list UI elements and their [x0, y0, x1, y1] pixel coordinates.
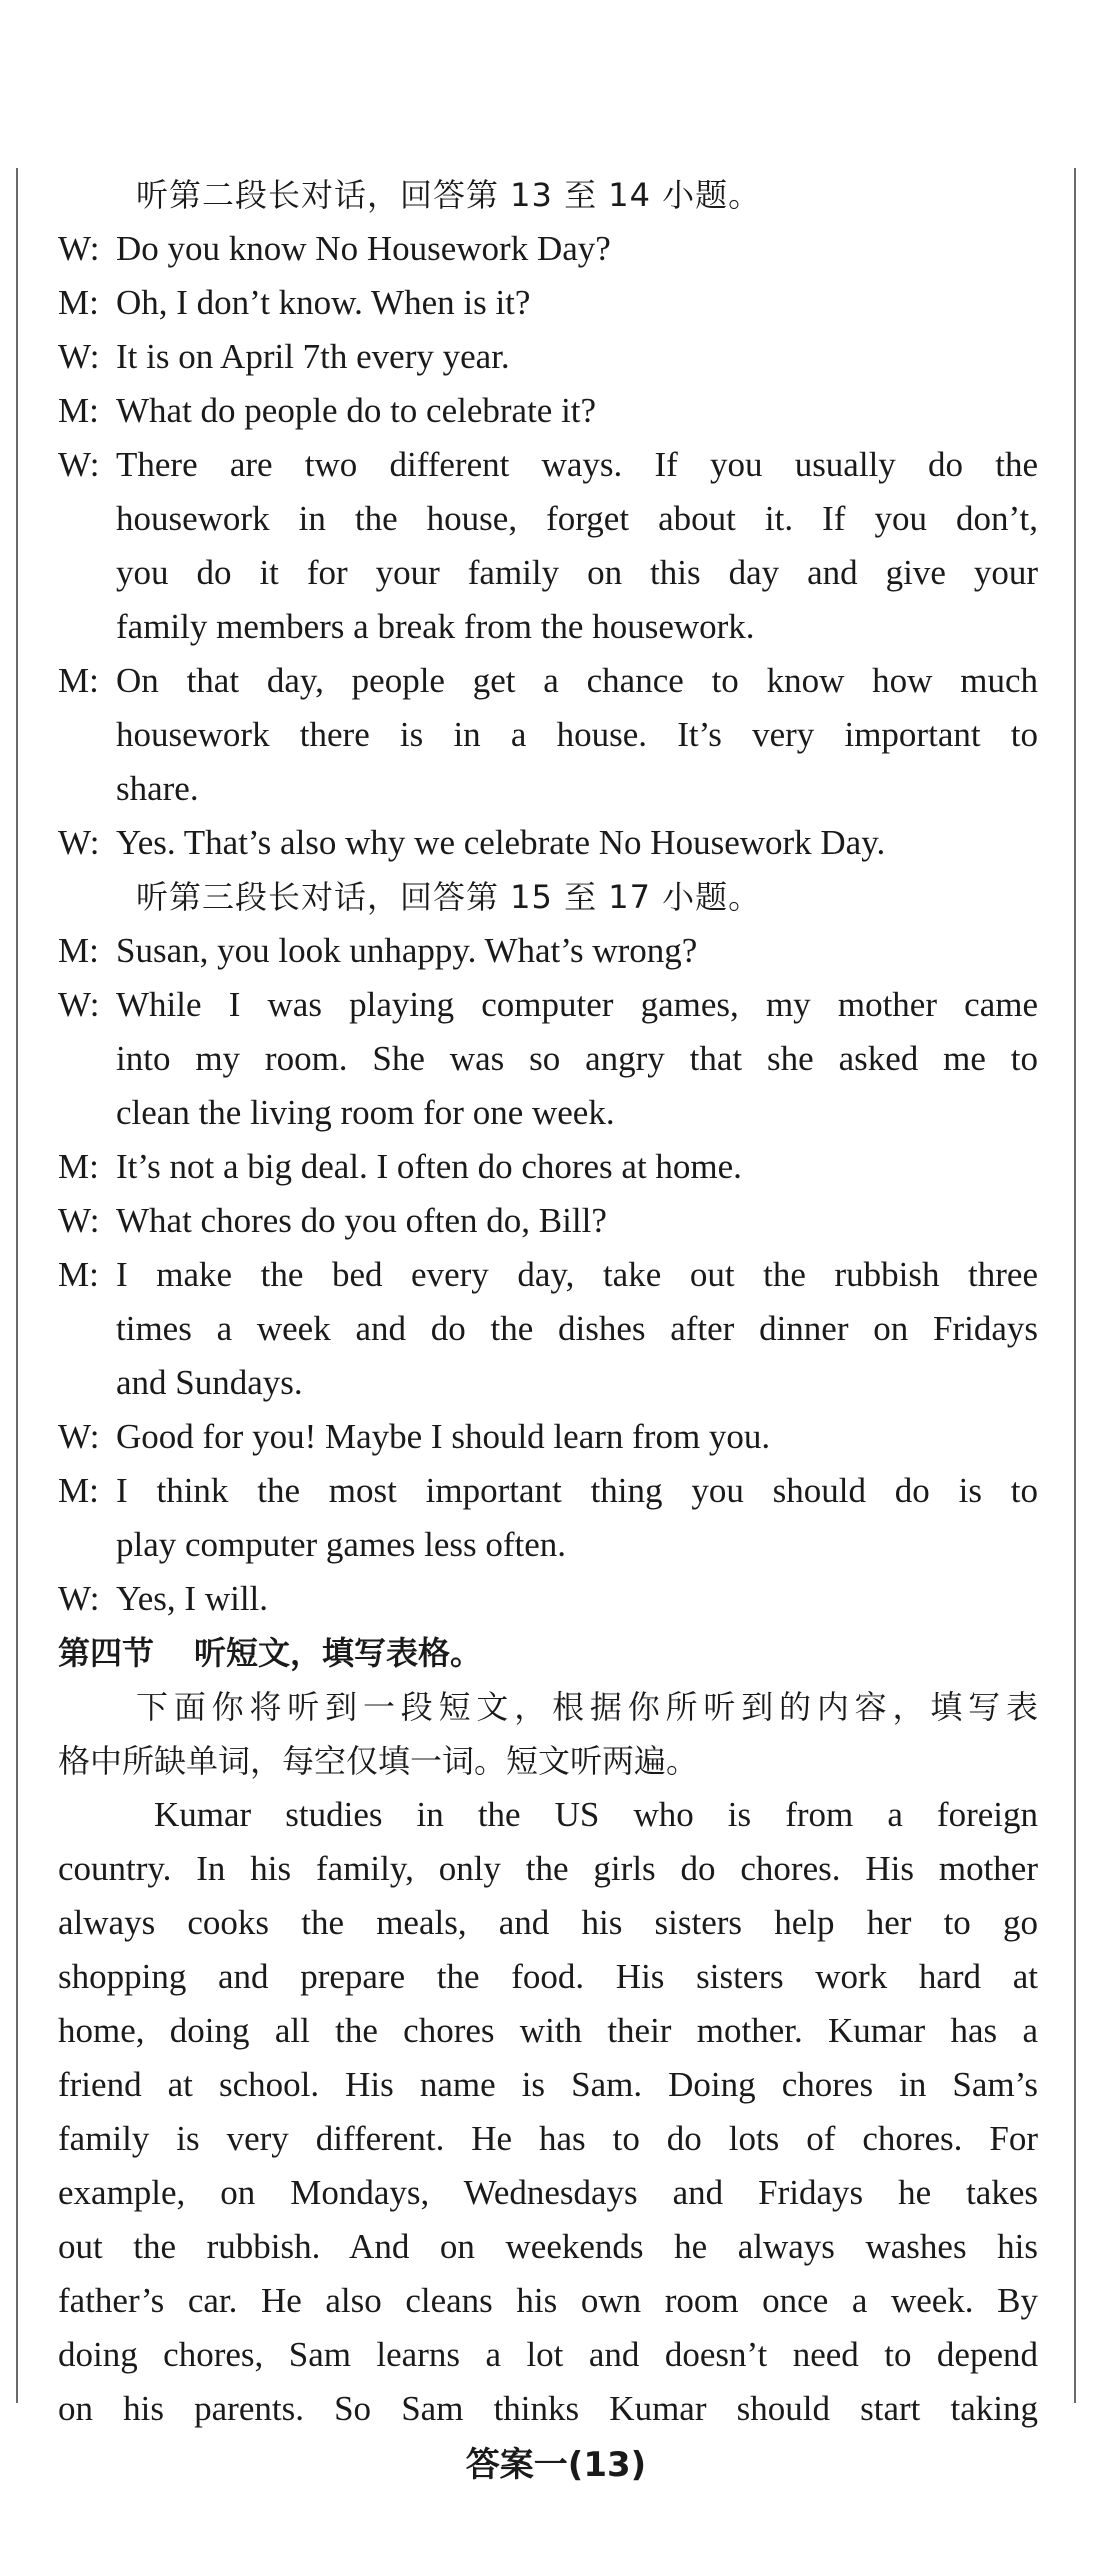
dialogue2-turns	[58, 222, 1038, 870]
passage-line: home, doing all the chores with their mother. Kumar has a	[58, 2011, 1038, 2050]
dialogue-line: into my room. She was so angry that she asked me to	[116, 1039, 1038, 1078]
speaker-label: W:	[58, 337, 100, 376]
section4-passage	[58, 1788, 1038, 2436]
speaker-label: W:	[58, 1201, 100, 1240]
dialogue-turn	[58, 1140, 1038, 1194]
dialogue-line: you do it for your family on this day and give your	[116, 553, 1038, 592]
passage-line: example, on Mondays, Wednesdays and Fridays he takes	[58, 2173, 1038, 2212]
speaker-label: W:	[58, 445, 100, 484]
instruction-line: 下面你将听到一段短文，根据你所听到的内容，填写表	[136, 1688, 1038, 1726]
passage-line: father’s car. He also cleans his own room once a week. By	[58, 2281, 1038, 2320]
left-margin-rule	[16, 168, 18, 2403]
dialogue-line: On that day, people get a chance to know how much	[116, 661, 1038, 700]
dialogue-line: It’s not a big deal. I often do chores at home.	[116, 1147, 742, 1186]
dialogue-turn	[58, 1572, 1038, 1626]
dialogue-turn	[58, 978, 1038, 1140]
instruction-line: 格中所缺单词，每空仅填一词。短文听两遍。	[58, 1742, 699, 1780]
dialogue-line: Do you know No Housework Day?	[116, 229, 611, 268]
dialogue-turn	[58, 276, 1038, 330]
speaker-label: W:	[58, 985, 100, 1024]
speaker-label: M:	[58, 931, 99, 970]
dialogue3-turns	[58, 924, 1038, 1626]
dialogue-line: I make the bed every day, take out the rubbish three	[116, 1255, 1038, 1294]
dialogue-line: Yes. That’s also why we celebrate No Housework Day.	[116, 823, 886, 862]
dialogue-line: family members a break from the housework.	[116, 607, 755, 646]
dialogue3-heading: 听第三段长对话，回答第 15 至 17 小题。	[136, 878, 762, 916]
dialogue-line: play computer games less often.	[116, 1525, 567, 1564]
dialogue-turn	[58, 330, 1038, 384]
dialogue2-heading: 听第二段长对话，回答第 13 至 14 小题。	[136, 176, 762, 214]
page-content	[58, 168, 1038, 2436]
dialogue-line: housework there is in a house. It’s very important to	[116, 715, 1038, 754]
passage-line: country. In his family, only the girls do chores. His mother	[58, 1849, 1038, 1888]
dialogue-line: What do people do to celebrate it?	[116, 391, 597, 430]
dialogue-line: What chores do you often do, Bill?	[116, 1201, 607, 1240]
dialogue-turn	[58, 384, 1038, 438]
dialogue-line: Susan, you look unhappy. What’s wrong?	[116, 931, 698, 970]
dialogue-turn	[58, 816, 1038, 870]
passage-line: shopping and prepare the food. His sisters work hard at	[58, 1957, 1038, 1996]
page-footer: 答案一(13)	[465, 2445, 647, 2485]
dialogue-turn	[58, 1248, 1038, 1410]
dialogue-turn	[58, 1194, 1038, 1248]
dialogue-line: Yes, I will.	[116, 1579, 269, 1618]
speaker-label: M:	[58, 283, 99, 322]
dialogue-line: housework in the house, forget about it. If you don’t,	[116, 499, 1038, 538]
speaker-label: M:	[58, 1471, 99, 1510]
speaker-label: W:	[58, 229, 100, 268]
speaker-label: W:	[58, 823, 100, 862]
passage-line: doing chores, Sam learns a lot and doesn’t need to depend	[58, 2335, 1038, 2374]
dialogue-line: I think the most important thing you should do is to	[116, 1471, 1038, 1510]
dialogue-line: There are two different ways. If you usually do the	[116, 445, 1038, 484]
dialogue-turn	[58, 1410, 1038, 1464]
dialogue-line: clean the living room for one week.	[116, 1093, 615, 1132]
dialogue-turn	[58, 438, 1038, 654]
passage-line: always cooks the meals, and his sisters help her to go	[58, 1903, 1038, 1942]
dialogue-line: times a week and do the dishes after dinner on Fridays	[116, 1309, 1038, 1348]
dialogue-turn	[58, 924, 1038, 978]
passage-line: on his parents. So Sam thinks Kumar should start taking	[58, 2389, 1038, 2428]
speaker-label: W:	[58, 1417, 100, 1456]
dialogue-line: Oh, I don’t know. When is it?	[116, 283, 531, 322]
dialogue-line: It is on April 7th every year.	[116, 337, 510, 376]
speaker-label: M:	[58, 661, 99, 700]
dialogue-turn	[58, 1464, 1038, 1572]
passage-line: family is very different. He has to do lots of chores. For	[58, 2119, 1038, 2158]
section4-heading	[58, 1626, 1038, 1680]
section4-title: 听短文，填写表格。	[194, 1634, 483, 1672]
dialogue-line: and Sundays.	[116, 1363, 303, 1402]
dialogue-line: Good for you! Maybe I should learn from you.	[116, 1417, 771, 1456]
passage-line: out the rubbish. And on weekends he always washes his	[58, 2227, 1038, 2266]
section4-label: 第四节	[58, 1634, 155, 1672]
speaker-label: M:	[58, 1255, 99, 1294]
dialogue-turn	[58, 654, 1038, 816]
passage-line: Kumar studies in the US who is from a foreign	[154, 1795, 1038, 1834]
dialogue-line: While I was playing computer games, my mother came	[116, 985, 1038, 1024]
section4-instructions	[58, 1680, 1038, 1788]
speaker-label: M:	[58, 391, 99, 430]
speaker-label: M:	[58, 1147, 99, 1186]
speaker-label: W:	[58, 1579, 100, 1618]
passage-line: friend at school. His name is Sam. Doing chores in Sam’s	[58, 2065, 1038, 2104]
dialogue-line: share.	[116, 769, 199, 808]
right-margin-rule	[1074, 168, 1076, 2403]
dialogue-turn	[58, 222, 1038, 276]
